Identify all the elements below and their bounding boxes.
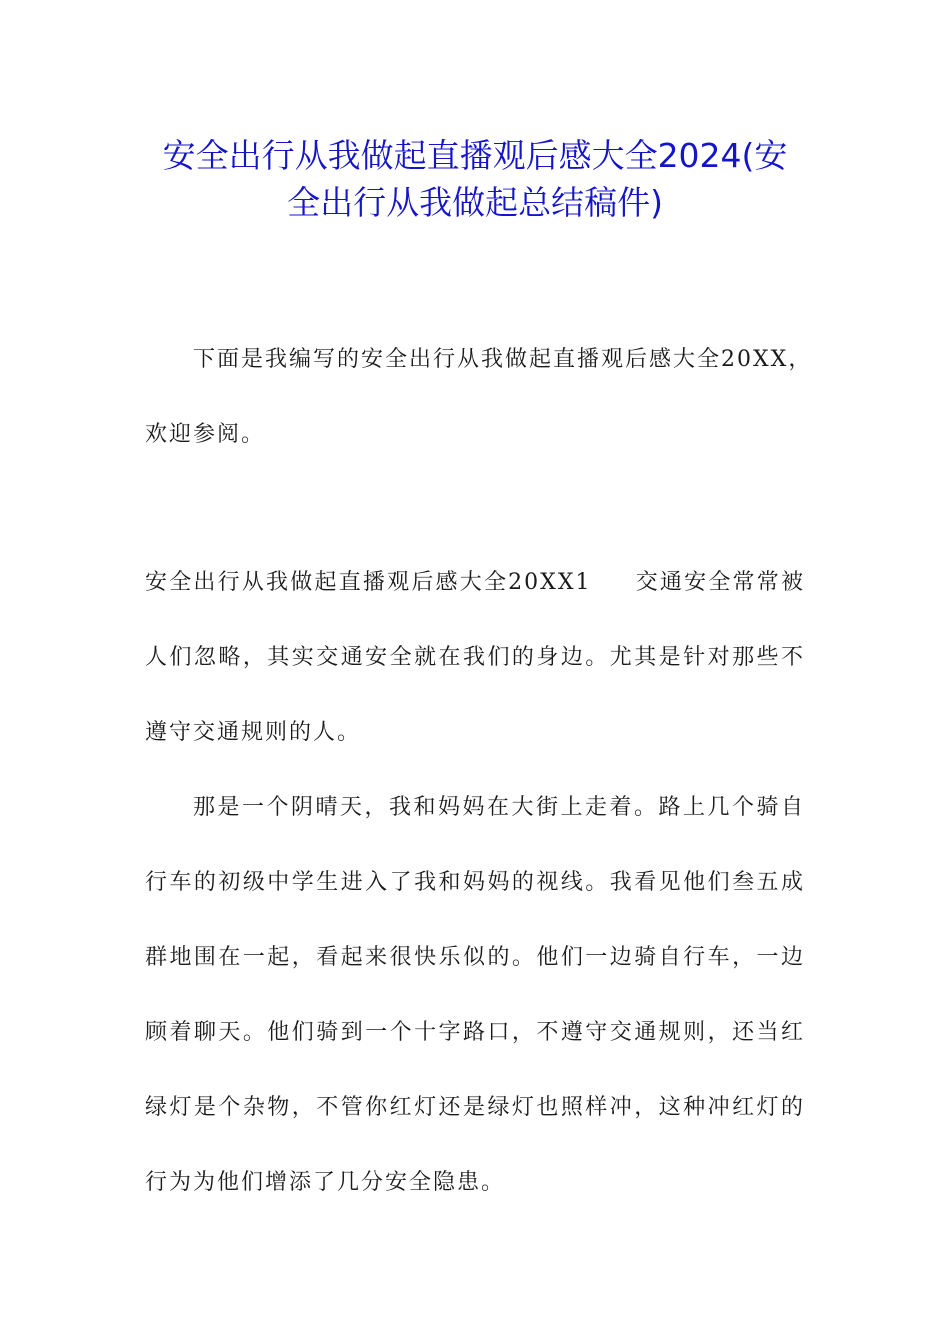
document-title-line-2: 全出行从我做起总结稿件)	[287, 183, 663, 222]
section-1-line-2: 遵守交通规则的人。	[145, 720, 362, 745]
paragraph-2-line-2: 行车的初级中学生进入了我和妈妈的视线。我看见他们叁五成	[145, 870, 805, 895]
intro-line-2: 欢迎参阅。	[145, 422, 266, 447]
paragraph-2-line-5: 绿灯是个杂物，不管你红灯还是绿灯也照样冲，这种冲红灯的	[145, 1095, 805, 1120]
paragraph-2-line-1: 那是一个阴晴天，我和妈妈在大街上走着。路上几个骑自	[193, 795, 805, 820]
section-1-heading-line	[145, 568, 805, 598]
paragraph-2-line-3: 群地围在一起，看起来很快乐似的。他们一边骑自行车，一边	[145, 945, 805, 970]
intro-line-1: 下面是我编写的安全出行从我做起直播观后感大全20XX，	[193, 347, 813, 372]
section-1-heading-tail: 交通安全常常被	[635, 570, 805, 595]
section-1-line-1: 人们忽略，其实交通安全就在我们的身边。尤其是针对那些不	[145, 645, 805, 670]
document-title-line-1: 安全出行从我做起直播观后感大全2024(安	[162, 136, 788, 175]
section-1-heading: 安全出行从我做起直播观后感大全20XX1	[145, 570, 592, 595]
paragraph-2-line-6: 行为为他们增添了几分安全隐患。	[145, 1170, 506, 1195]
paragraph-2-line-4: 顾着聊天。他们骑到一个十字路口，不遵守交通规则，还当红	[145, 1020, 805, 1045]
